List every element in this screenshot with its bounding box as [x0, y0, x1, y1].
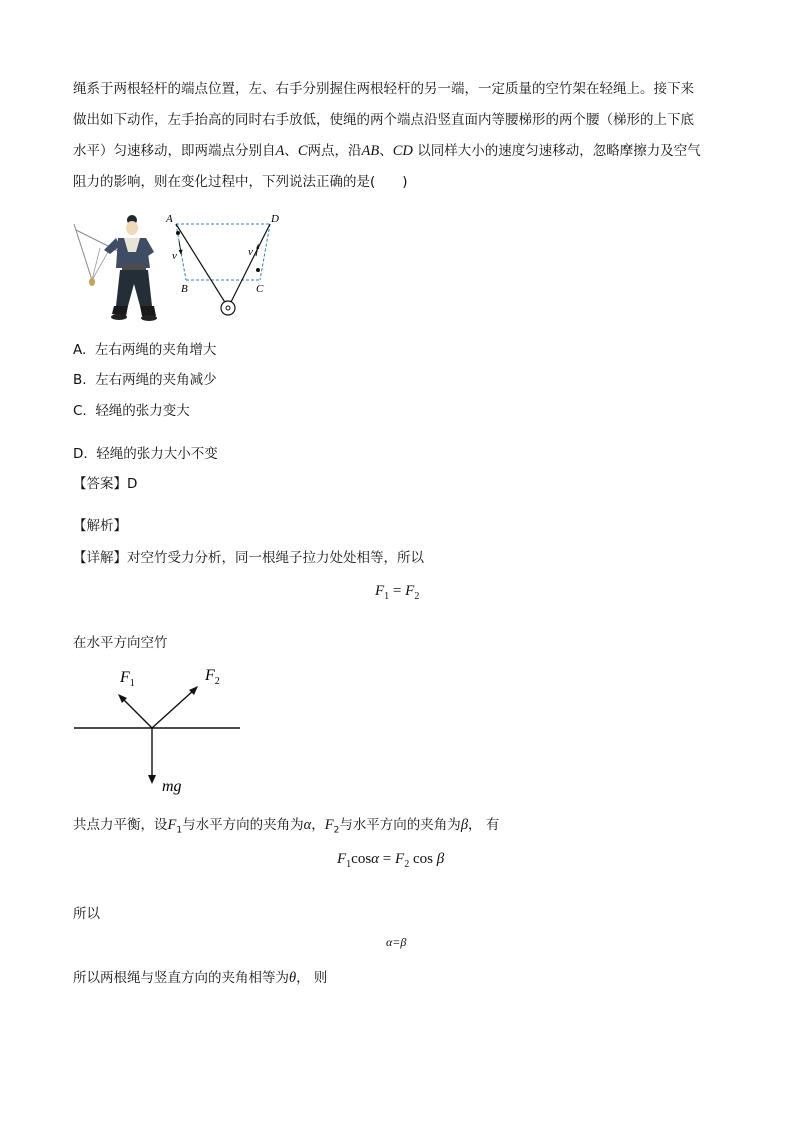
- question-line-1: 绳系于两根轻杆的端点位置，左、右手分别握住两根轻杆的另一端，一定质量的空竹架在轻绳上。接下来: [73, 81, 694, 97]
- point-a: A: [275, 143, 285, 159]
- answer-value: D: [127, 476, 138, 492]
- diabolo-player-illustration: [74, 215, 157, 321]
- detail-line: 【详解】对空竹受力分析，同一根绳子拉力处处相等，所以: [73, 550, 424, 566]
- option-a[interactable]: A. 左右两绳的夹角增大: [73, 342, 217, 358]
- last-line: 所以两根绳与竖直方向的夹角相等为θ， 则: [73, 970, 328, 986]
- segment-ab: AB: [361, 143, 380, 159]
- equation-f1-equals-f2: $F_1 = F_2$: [375, 583, 420, 602]
- label-v-right: v: [248, 246, 253, 258]
- equation-alpha-beta: α=β: [386, 935, 407, 949]
- segment-cd: CD: [392, 143, 413, 159]
- option-d[interactable]: D. 轻绳的张力大小不变: [73, 446, 218, 462]
- label-c: C: [256, 283, 264, 295]
- label-d: D: [271, 213, 279, 225]
- option-c[interactable]: C. 轻绳的张力变大: [73, 403, 190, 419]
- so-text-1: 所以: [73, 906, 100, 922]
- force-diagram: [70, 660, 250, 800]
- answer-line: 【答案】D: [73, 476, 138, 492]
- force-f2-label: $F_2$: [205, 667, 220, 687]
- question-line-2: 做出如下动作，左手抬高的同时右手放低，使绳的两个端点沿竖直面内等腰梯形的两个腰（梯形的上下底: [73, 112, 694, 128]
- label-b: B: [181, 283, 188, 295]
- question-line-4: 阻力的影响，则在变化过程中，下列说法正确的是( ): [73, 174, 408, 190]
- analysis-heading: 【解析】: [73, 518, 127, 534]
- horizontal-direction-text: 在水平方向空竹: [73, 635, 168, 651]
- problem-figure: [70, 208, 295, 328]
- point-c: C: [297, 143, 308, 159]
- question-line-3: 水平）匀速移动，即两端点分别自A、C两点，沿AB、CD 以同样大小的速度匀速移动，忽略摩擦力及空气: [73, 143, 701, 159]
- label-v-left: v: [172, 250, 177, 262]
- option-b[interactable]: B. 左右两绳的夹角减少: [73, 372, 217, 388]
- equation-cos-balance: $F_1\cos\alpha = F_2$ cos β: [337, 851, 445, 870]
- label-a: A: [166, 213, 173, 225]
- trapezoid-diagram: [165, 213, 279, 315]
- gravity-mg-label: mg: [162, 778, 182, 795]
- force-f1-label: $F_1$: [120, 669, 135, 689]
- balance-text: 共点力平衡，设$F_1$与水平方向的夹角为α，$F_2$与水平方向的夹角为β， 有: [73, 817, 500, 836]
